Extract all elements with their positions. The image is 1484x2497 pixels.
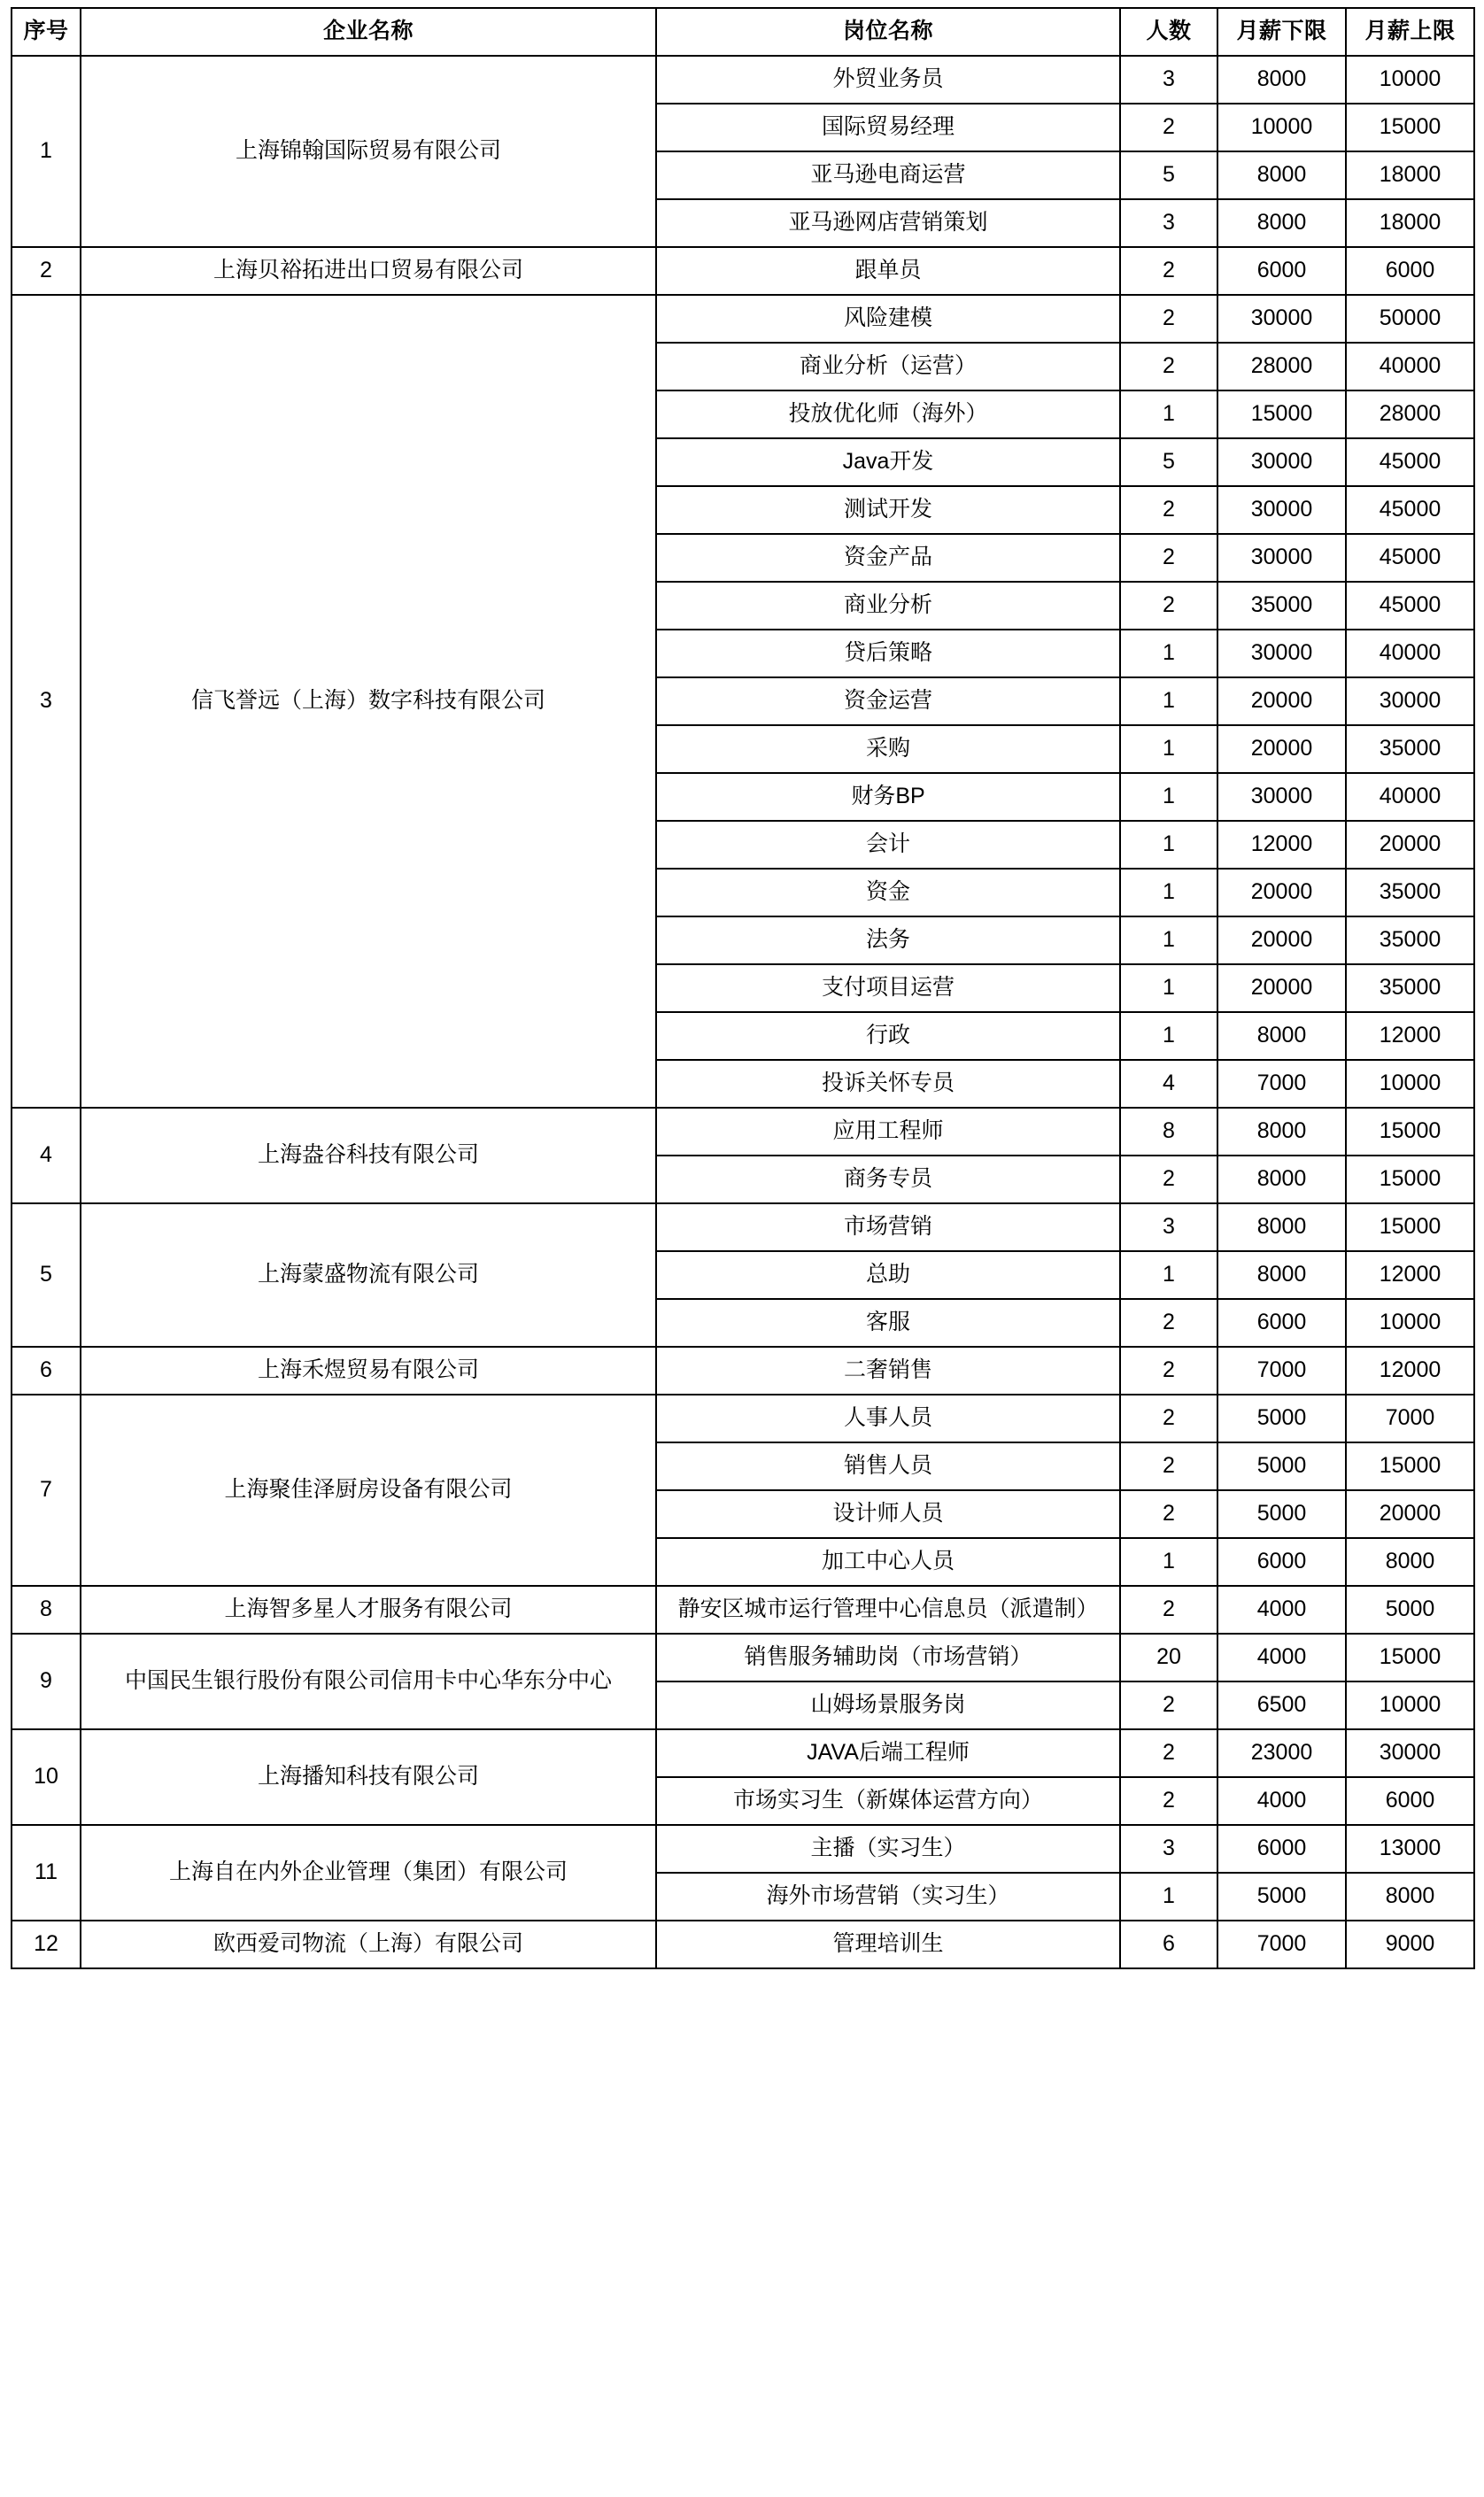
cell-salary-min: 30000 — [1217, 295, 1346, 343]
cell-headcount: 2 — [1120, 1347, 1217, 1395]
cell-salary-min: 23000 — [1217, 1729, 1346, 1777]
cell-salary-max: 12000 — [1346, 1251, 1474, 1299]
cell-salary-max: 18000 — [1346, 151, 1474, 199]
cell-position-name: 国际贸易经理 — [656, 104, 1120, 151]
cell-company-name: 上海播知科技有限公司 — [81, 1729, 656, 1825]
cell-salary-max: 12000 — [1346, 1012, 1474, 1060]
cell-position-name: 销售人员 — [656, 1442, 1120, 1490]
table-header — [12, 8, 1474, 56]
cell-position-name: 法务 — [656, 916, 1120, 964]
cell-salary-min: 8000 — [1217, 1203, 1346, 1251]
cell-salary-min: 10000 — [1217, 104, 1346, 151]
cell-salary-min: 20000 — [1217, 964, 1346, 1012]
cell-salary-min: 6500 — [1217, 1681, 1346, 1729]
cell-salary-min: 6000 — [1217, 1538, 1346, 1586]
table-row — [12, 247, 1474, 295]
cell-headcount: 1 — [1120, 1012, 1217, 1060]
table-row — [12, 56, 1474, 104]
cell-sequence-number: 12 — [12, 1921, 81, 1968]
cell-salary-max: 9000 — [1346, 1921, 1474, 1968]
cell-position-name: 商业分析 — [656, 582, 1120, 630]
job-listing-table — [11, 7, 1475, 1969]
column-header-position: 岗位名称 — [656, 8, 1120, 56]
cell-salary-max: 6000 — [1346, 1777, 1474, 1825]
cell-salary-min: 8000 — [1217, 1108, 1346, 1156]
cell-company-name: 欧西爱司物流（上海）有限公司 — [81, 1921, 656, 1968]
cell-position-name: 外贸业务员 — [656, 56, 1120, 104]
cell-position-name: 应用工程师 — [656, 1108, 1120, 1156]
cell-position-name: 测试开发 — [656, 486, 1120, 534]
cell-salary-min: 6000 — [1217, 1299, 1346, 1347]
cell-sequence-number: 2 — [12, 247, 81, 295]
cell-salary-max: 5000 — [1346, 1586, 1474, 1634]
cell-salary-min: 30000 — [1217, 486, 1346, 534]
cell-position-name: 资金运营 — [656, 677, 1120, 725]
cell-position-name: JAVA后端工程师 — [656, 1729, 1120, 1777]
cell-salary-min: 30000 — [1217, 534, 1346, 582]
cell-salary-min: 8000 — [1217, 1012, 1346, 1060]
cell-position-name: 投诉关怀专员 — [656, 1060, 1120, 1108]
cell-company-name: 上海盎谷科技有限公司 — [81, 1108, 656, 1203]
cell-salary-max: 10000 — [1346, 1681, 1474, 1729]
cell-headcount: 2 — [1120, 343, 1217, 390]
cell-salary-max: 35000 — [1346, 869, 1474, 916]
cell-salary-max: 45000 — [1346, 582, 1474, 630]
cell-salary-max: 6000 — [1346, 247, 1474, 295]
cell-salary-min: 8000 — [1217, 1156, 1346, 1203]
header-row — [12, 8, 1474, 56]
cell-position-name: 商务专员 — [656, 1156, 1120, 1203]
cell-salary-max: 8000 — [1346, 1538, 1474, 1586]
cell-salary-min: 30000 — [1217, 630, 1346, 677]
cell-sequence-number: 9 — [12, 1634, 81, 1729]
cell-sequence-number: 5 — [12, 1203, 81, 1347]
cell-sequence-number: 6 — [12, 1347, 81, 1395]
table-row — [12, 1729, 1474, 1777]
cell-headcount: 1 — [1120, 630, 1217, 677]
cell-salary-max: 40000 — [1346, 343, 1474, 390]
cell-company-name: 中国民生银行股份有限公司信用卡中心华东分中心 — [81, 1634, 656, 1729]
cell-headcount: 1 — [1120, 725, 1217, 773]
cell-position-name: 主播（实习生） — [656, 1825, 1120, 1873]
cell-sequence-number: 11 — [12, 1825, 81, 1921]
cell-salary-min: 8000 — [1217, 199, 1346, 247]
cell-salary-max: 45000 — [1346, 534, 1474, 582]
cell-headcount: 2 — [1120, 486, 1217, 534]
cell-position-name: 销售服务辅助岗（市场营销） — [656, 1634, 1120, 1681]
cell-salary-min: 20000 — [1217, 869, 1346, 916]
cell-position-name: 山姆场景服务岗 — [656, 1681, 1120, 1729]
cell-headcount: 1 — [1120, 773, 1217, 821]
cell-headcount: 2 — [1120, 104, 1217, 151]
cell-headcount: 3 — [1120, 56, 1217, 104]
cell-company-name: 上海智多星人才服务有限公司 — [81, 1586, 656, 1634]
cell-position-name: 加工中心人员 — [656, 1538, 1120, 1586]
cell-position-name: 会计 — [656, 821, 1120, 869]
cell-salary-max: 20000 — [1346, 821, 1474, 869]
cell-headcount: 2 — [1120, 1490, 1217, 1538]
cell-headcount: 2 — [1120, 295, 1217, 343]
cell-salary-min: 7000 — [1217, 1060, 1346, 1108]
cell-position-name: 行政 — [656, 1012, 1120, 1060]
cell-position-name: 贷后策略 — [656, 630, 1120, 677]
column-header-company: 企业名称 — [81, 8, 656, 56]
cell-salary-min: 8000 — [1217, 151, 1346, 199]
cell-headcount: 8 — [1120, 1108, 1217, 1156]
cell-position-name: 设计师人员 — [656, 1490, 1120, 1538]
cell-salary-min: 20000 — [1217, 916, 1346, 964]
table-row — [12, 1203, 1474, 1251]
cell-salary-min: 5000 — [1217, 1442, 1346, 1490]
cell-salary-min: 8000 — [1217, 1251, 1346, 1299]
cell-salary-min: 4000 — [1217, 1586, 1346, 1634]
cell-company-name: 信飞誉远（上海）数字科技有限公司 — [81, 295, 656, 1108]
cell-salary-min: 28000 — [1217, 343, 1346, 390]
cell-position-name: 跟单员 — [656, 247, 1120, 295]
cell-salary-min: 4000 — [1217, 1634, 1346, 1681]
column-header-max: 月薪上限 — [1346, 8, 1474, 56]
cell-position-name: 市场实习生（新媒体运营方向） — [656, 1777, 1120, 1825]
cell-position-name: 商业分析（运营） — [656, 343, 1120, 390]
cell-headcount: 2 — [1120, 247, 1217, 295]
cell-salary-min: 7000 — [1217, 1921, 1346, 1968]
cell-sequence-number: 8 — [12, 1586, 81, 1634]
cell-position-name: 市场营销 — [656, 1203, 1120, 1251]
cell-company-name: 上海自在内外企业管理（集团）有限公司 — [81, 1825, 656, 1921]
table-row — [12, 1395, 1474, 1442]
cell-salary-min: 5000 — [1217, 1490, 1346, 1538]
column-header-count: 人数 — [1120, 8, 1217, 56]
cell-salary-min: 6000 — [1217, 1825, 1346, 1873]
cell-company-name: 上海锦翰国际贸易有限公司 — [81, 56, 656, 247]
cell-headcount: 2 — [1120, 1156, 1217, 1203]
cell-headcount: 5 — [1120, 151, 1217, 199]
cell-salary-max: 7000 — [1346, 1395, 1474, 1442]
cell-salary-max: 40000 — [1346, 630, 1474, 677]
cell-position-name: 亚马逊网店营销策划 — [656, 199, 1120, 247]
cell-salary-max: 50000 — [1346, 295, 1474, 343]
cell-headcount: 2 — [1120, 1442, 1217, 1490]
cell-position-name: 资金 — [656, 869, 1120, 916]
cell-salary-max: 12000 — [1346, 1347, 1474, 1395]
cell-position-name: 风险建模 — [656, 295, 1120, 343]
cell-salary-max: 10000 — [1346, 56, 1474, 104]
cell-salary-min: 5000 — [1217, 1395, 1346, 1442]
cell-salary-max: 15000 — [1346, 1634, 1474, 1681]
table-row — [12, 1108, 1474, 1156]
cell-salary-max: 35000 — [1346, 964, 1474, 1012]
cell-sequence-number: 4 — [12, 1108, 81, 1203]
cell-salary-max: 10000 — [1346, 1060, 1474, 1108]
cell-headcount: 3 — [1120, 1825, 1217, 1873]
cell-headcount: 1 — [1120, 821, 1217, 869]
cell-salary-min: 15000 — [1217, 390, 1346, 438]
cell-position-name: 采购 — [656, 725, 1120, 773]
table-row — [12, 1825, 1474, 1873]
cell-position-name: 人事人员 — [656, 1395, 1120, 1442]
cell-headcount: 3 — [1120, 199, 1217, 247]
cell-headcount: 2 — [1120, 1586, 1217, 1634]
cell-salary-max: 35000 — [1346, 916, 1474, 964]
cell-position-name: 总助 — [656, 1251, 1120, 1299]
cell-salary-min: 30000 — [1217, 438, 1346, 486]
cell-headcount: 1 — [1120, 1873, 1217, 1921]
cell-salary-max: 30000 — [1346, 677, 1474, 725]
column-header-min: 月薪下限 — [1217, 8, 1346, 56]
cell-position-name: 静安区城市运行管理中心信息员（派遣制） — [656, 1586, 1120, 1634]
cell-position-name: 客服 — [656, 1299, 1120, 1347]
cell-salary-min: 20000 — [1217, 725, 1346, 773]
cell-salary-min: 5000 — [1217, 1873, 1346, 1921]
cell-headcount: 1 — [1120, 1538, 1217, 1586]
cell-headcount: 6 — [1120, 1921, 1217, 1968]
cell-salary-min: 8000 — [1217, 56, 1346, 104]
cell-position-name: 支付项目运营 — [656, 964, 1120, 1012]
cell-salary-max: 15000 — [1346, 1156, 1474, 1203]
cell-headcount: 2 — [1120, 1777, 1217, 1825]
cell-headcount: 5 — [1120, 438, 1217, 486]
cell-salary-max: 8000 — [1346, 1873, 1474, 1921]
cell-salary-max: 15000 — [1346, 1108, 1474, 1156]
table-row — [12, 1347, 1474, 1395]
cell-salary-max: 15000 — [1346, 1203, 1474, 1251]
cell-position-name: 海外市场营销（实习生） — [656, 1873, 1120, 1921]
cell-salary-min: 6000 — [1217, 247, 1346, 295]
cell-headcount: 20 — [1120, 1634, 1217, 1681]
cell-headcount: 1 — [1120, 677, 1217, 725]
cell-sequence-number: 3 — [12, 295, 81, 1108]
cell-sequence-number: 1 — [12, 56, 81, 247]
cell-salary-max: 45000 — [1346, 486, 1474, 534]
cell-headcount: 2 — [1120, 582, 1217, 630]
cell-position-name: 二奢销售 — [656, 1347, 1120, 1395]
cell-salary-max: 15000 — [1346, 1442, 1474, 1490]
cell-salary-min: 7000 — [1217, 1347, 1346, 1395]
cell-salary-min: 35000 — [1217, 582, 1346, 630]
cell-company-name: 上海蒙盛物流有限公司 — [81, 1203, 656, 1347]
cell-company-name: 上海禾煜贸易有限公司 — [81, 1347, 656, 1395]
cell-company-name: 上海贝裕拓进出口贸易有限公司 — [81, 247, 656, 295]
cell-position-name: Java开发 — [656, 438, 1120, 486]
cell-headcount: 2 — [1120, 1395, 1217, 1442]
table-body — [12, 56, 1474, 1968]
cell-salary-min: 30000 — [1217, 773, 1346, 821]
cell-headcount: 2 — [1120, 1729, 1217, 1777]
table-row — [12, 1586, 1474, 1634]
cell-sequence-number: 7 — [12, 1395, 81, 1586]
cell-salary-min: 12000 — [1217, 821, 1346, 869]
cell-salary-max: 45000 — [1346, 438, 1474, 486]
cell-salary-max: 10000 — [1346, 1299, 1474, 1347]
cell-headcount: 1 — [1120, 1251, 1217, 1299]
table-row — [12, 1921, 1474, 1968]
cell-headcount: 3 — [1120, 1203, 1217, 1251]
cell-position-name: 亚马逊电商运营 — [656, 151, 1120, 199]
cell-salary-max: 35000 — [1346, 725, 1474, 773]
cell-headcount: 2 — [1120, 534, 1217, 582]
cell-headcount: 1 — [1120, 869, 1217, 916]
cell-salary-max: 15000 — [1346, 104, 1474, 151]
cell-position-name: 资金产品 — [656, 534, 1120, 582]
column-header-seq: 序号 — [12, 8, 81, 56]
cell-salary-max: 40000 — [1346, 773, 1474, 821]
cell-salary-max: 28000 — [1346, 390, 1474, 438]
cell-headcount: 1 — [1120, 964, 1217, 1012]
cell-position-name: 投放优化师（海外） — [656, 390, 1120, 438]
cell-headcount: 2 — [1120, 1681, 1217, 1729]
cell-position-name: 财务BP — [656, 773, 1120, 821]
cell-position-name: 管理培训生 — [656, 1921, 1120, 1968]
cell-salary-max: 18000 — [1346, 199, 1474, 247]
cell-company-name: 上海聚佳泽厨房设备有限公司 — [81, 1395, 656, 1586]
cell-headcount: 1 — [1120, 916, 1217, 964]
cell-salary-max: 13000 — [1346, 1825, 1474, 1873]
table-row — [12, 1634, 1474, 1681]
cell-salary-min: 4000 — [1217, 1777, 1346, 1825]
cell-salary-max: 30000 — [1346, 1729, 1474, 1777]
cell-sequence-number: 10 — [12, 1729, 81, 1825]
table-row — [12, 295, 1474, 343]
cell-salary-max: 20000 — [1346, 1490, 1474, 1538]
cell-headcount: 1 — [1120, 390, 1217, 438]
cell-salary-min: 20000 — [1217, 677, 1346, 725]
cell-headcount: 2 — [1120, 1299, 1217, 1347]
cell-headcount: 4 — [1120, 1060, 1217, 1108]
